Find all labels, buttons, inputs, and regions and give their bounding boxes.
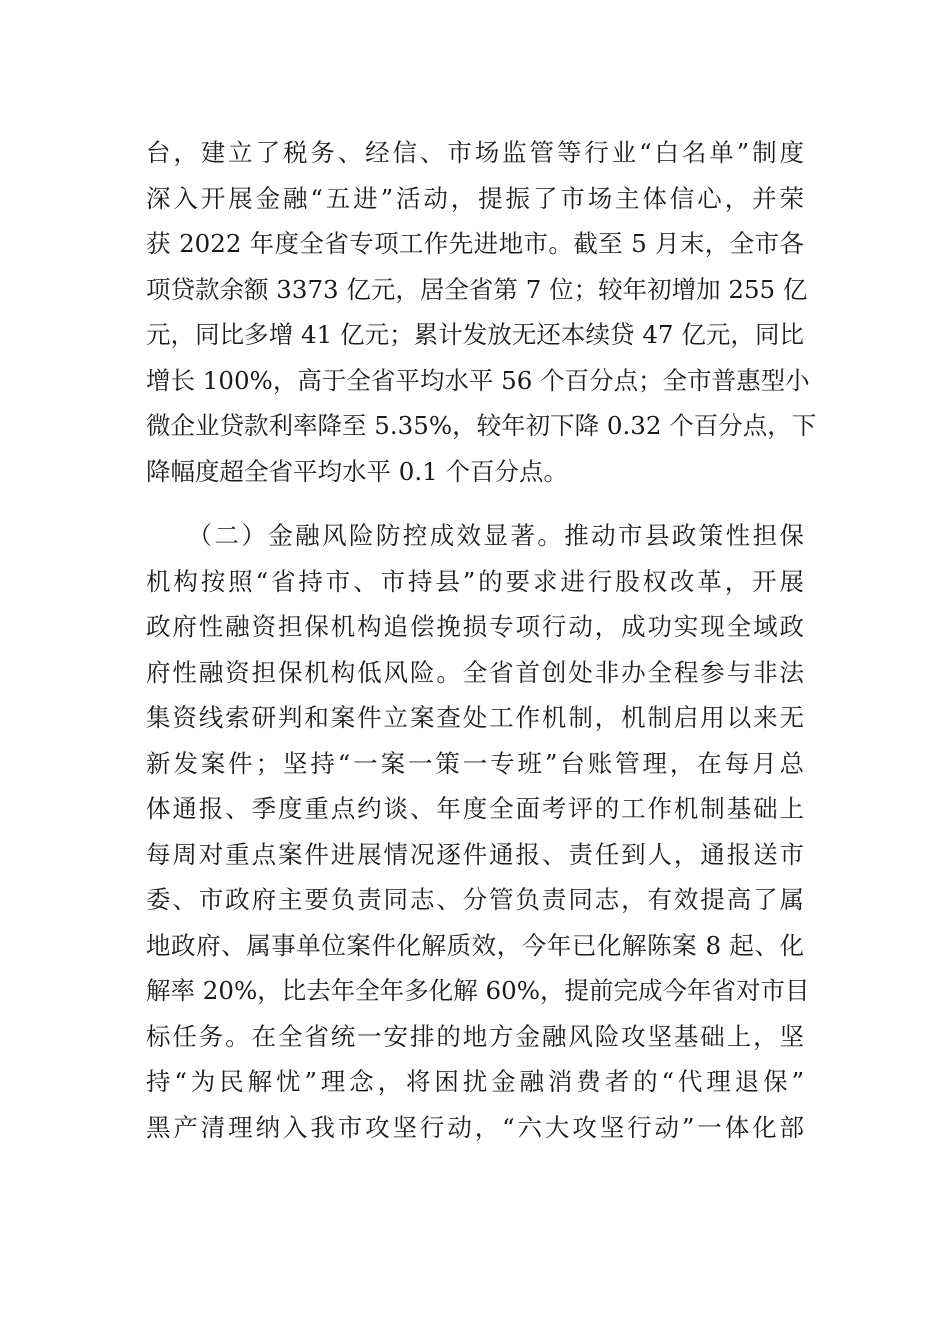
text-line: 每周对重点案件进展情况逐件通报、责任到人，通报送市: [146, 839, 804, 869]
text-line: 台，建立了税务、经信、市场监管等行业“白名单”制度: [146, 138, 804, 167]
text-line: 集资线索研判和案件立案查处工作机制，机制启用以来无: [146, 703, 804, 732]
text-line: 降幅度超全省平均水平 0.1 个百分点。: [146, 456, 569, 486]
text-line: 政府性融资担保机构追偿挽损专项行动，成功实现全域政: [146, 612, 804, 641]
text-line: 获 2022 年度全省专项工作先进地市。截至 5 月末，全市各: [146, 229, 804, 258]
paragraph-2: [146, 513, 810, 1150]
text-line: （二）金融风险防控成效显著。推动市县政策性担保: [146, 521, 804, 550]
text-line: 深入开展金融“五进”活动，提振了市场主体信心，并荣: [146, 183, 804, 213]
text-line: 微企业贷款利率降至 5.35%，较年初下降 0.32 个百分点，下: [146, 411, 817, 440]
text-line: 元，同比多增 41 亿元；累计发放无还本续贷 47 亿元，同比: [146, 320, 804, 349]
text-line: 持“为民解忧”理念，将困扰金融消费者的“代理退保”: [146, 1067, 804, 1096]
paragraph-gap: [146, 494, 804, 513]
text-line: 标任务。在全省统一安排的地方金融风险攻坚基础上，坚: [146, 1021, 804, 1051]
text-line: 解率 20%，比去年全年多化解 60%，提前完成今年省对市目: [146, 976, 810, 1005]
text-line: 府性融资担保机构低风险。全省首创处非办全程参与非法: [146, 657, 804, 687]
document-page: [146, 130, 817, 1150]
text-line: 委、市政府主要负责同志、分管负责同志，有效提高了属: [146, 885, 804, 914]
text-line: 机构按照“省持市、市持县”的要求进行股权改革，开展: [146, 566, 804, 596]
text-line: 黑产清理纳入我市攻坚行动，“六大攻坚行动”一体化部: [146, 1112, 804, 1142]
paragraph-1: [146, 130, 817, 494]
text-line: 新发案件；坚持“一案一策一专班”台账管理，在每月总: [146, 748, 804, 778]
text-line: 增长 100%，高于全省平均水平 56 个百分点；全市普惠型小: [146, 365, 810, 395]
text-line: 体通报、季度重点约谈、年度全面考评的工作机制基础上: [146, 794, 804, 823]
text-line: 地政府、属事单位案件化解质效，今年已化解陈案 8 起、化: [146, 930, 804, 960]
text-line: 项贷款余额 3373 亿元，居全省第 7 位；较年初增加 255 亿: [146, 274, 808, 304]
